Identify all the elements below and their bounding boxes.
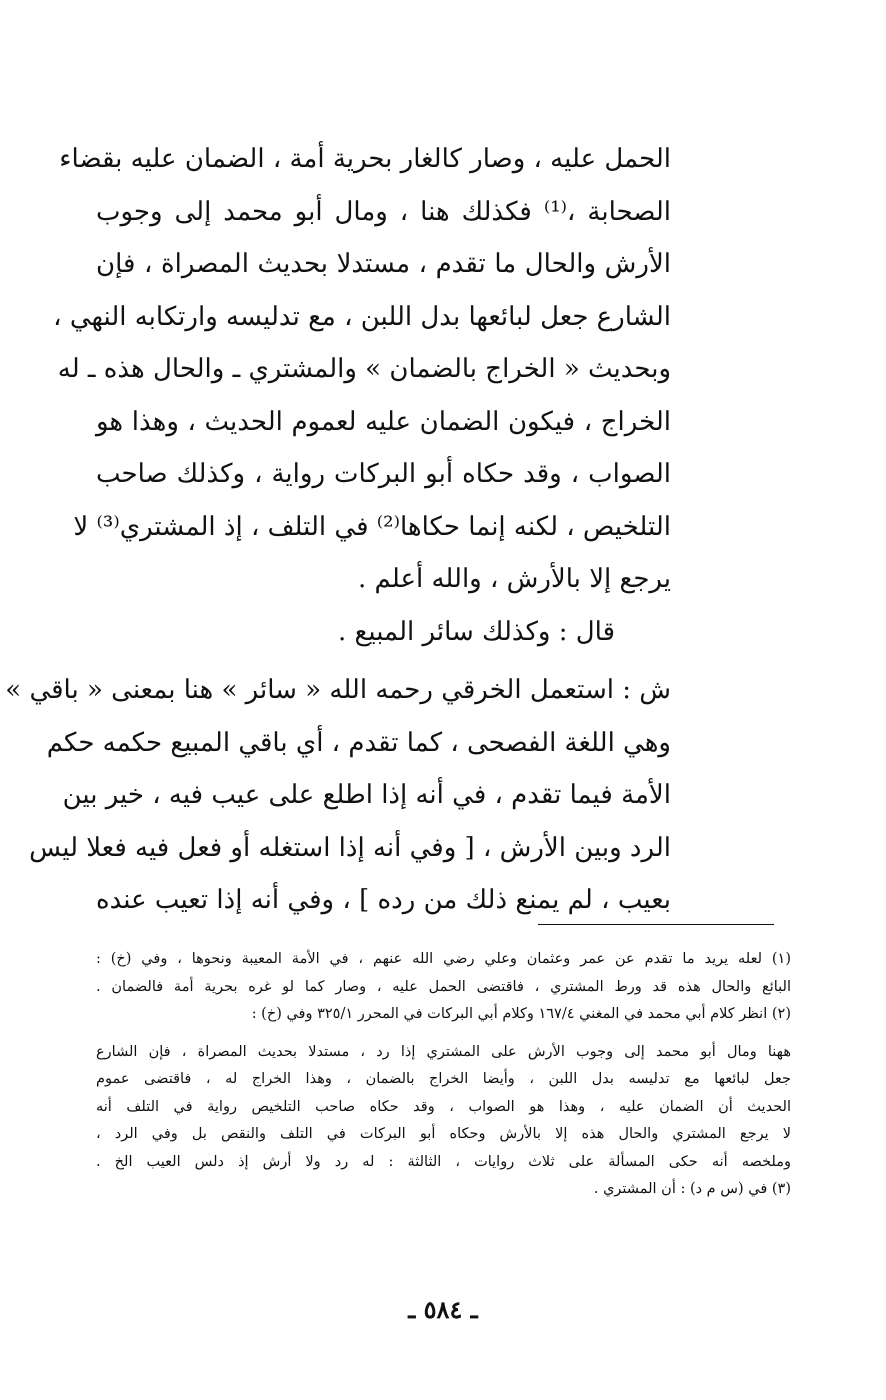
commentary-line: الأمة فيما تقدم ، في أنه إذا اطلع على عيب فيه ، خير بين [62, 780, 671, 810]
body-line: وبحديث « الخراج بالضمان » والمشتري ـ والحال هذه ـ له [57, 354, 671, 384]
footnote-divider [538, 924, 774, 925]
commentary-line: ش : استعمل الخرقي رحمه الله « سائر » هنا بمعنى « باقي » [5, 675, 671, 705]
body-line: الحمل عليه ، وصار كالغار بحرية أمة ، الضمان عليه بقضاء [59, 144, 671, 174]
main-text [5, 133, 671, 927]
footnotes [96, 946, 791, 1204]
commentary-line: بعيب ، لم يمنع ذلك من رده ] ، وفي أنه إذا تعيب عنده [96, 885, 671, 915]
footnote-line: ههنا ومال أبو محمد إلى وجوب الأرش على المشتري إذا رد ، مستدلا بحديث المصراة ، فإن الشارع [96, 1043, 791, 1060]
footnote-line: الحديث أن الضمان عليه ، وهذا هو الصواب ، وقد حكاه صاحب التلخيص رواية في التلف أنه [96, 1098, 791, 1115]
statement-line: قال : وكذلك سائر المبيع . [338, 616, 615, 647]
footnote-line: لا يرجع المشتري والحال هذه إلا بالأرش وحكاه أبو البركات في التلف والنقص بل وفي الرد ، [96, 1126, 791, 1142]
footnote-line: البائع والحال هذه قد ورط المشتري ، فاقتضى الحمل عليه ، وصار كما لو غره بحرية أمة فالضمان . [96, 978, 791, 995]
footnote-line: جعل لبائعها مع تدليسه بدل اللبن ، وأيضا الخراج بالضمان ، وهذا الخراج له ، فاقتضى عموم [96, 1071, 791, 1087]
body-line: الخراج ، فيكون الضمان عليه لعموم الحديث ، وهذا هو [96, 406, 671, 437]
body-line: الصحابة ،⁽¹⁾ فكذلك هنا ، ومال أبو محمد إلى وجوب [96, 196, 671, 227]
body-line: يرجع إلا بالأرش ، والله أعلم . [358, 564, 671, 594]
page-number: ـ ٥٨٤ ـ [408, 1295, 478, 1324]
body-line: الصواب ، وقد حكاه أبو البركات رواية ، وكذلك صاحب [96, 459, 671, 489]
body-line: الشارع جعل لبائعها بدل اللبن ، مع تدليسه وارتكابه النهي ، [53, 301, 671, 332]
footnote-line: (٢) انظر كلام أبي محمد في المغني ١٦٧/٤ وكلام أبي البركات في المحرر ٣٢٥/١ وفي (خ) : [251, 1006, 791, 1022]
body-line: الأرش والحال ما تقدم ، مستدلا بحديث المصراة ، فإن [96, 249, 671, 279]
footnote-line: (٣) في (س م د) : أن المشتري . [593, 1181, 791, 1197]
commentary-line: الرد وبين الأرش ، [ وفي أنه إذا استغله أو فعل فيه فعلا ليس [29, 832, 671, 863]
commentary-line: وهي اللغة الفصحى ، كما تقدم ، أي باقي المبيع حكمه حكم [46, 727, 671, 758]
footnote-line: (١) لعله يريد ما تقدم عن عمر وعثمان وعلي رضي الله عنهم ، في الأمة المعيبة ونحوها ، وفي (خ) : [96, 951, 791, 967]
body-line: التلخيص ، لكنه إنما حكاها⁽²⁾ في التلف ، إذ المشتري⁽³⁾ لا [73, 511, 671, 542]
footnote-line: وملخصه أنه حكى المسألة على ثلاث روايات ، الثالثة : له رد ولا أرش إذ دلس العيب الخ . [96, 1153, 791, 1170]
